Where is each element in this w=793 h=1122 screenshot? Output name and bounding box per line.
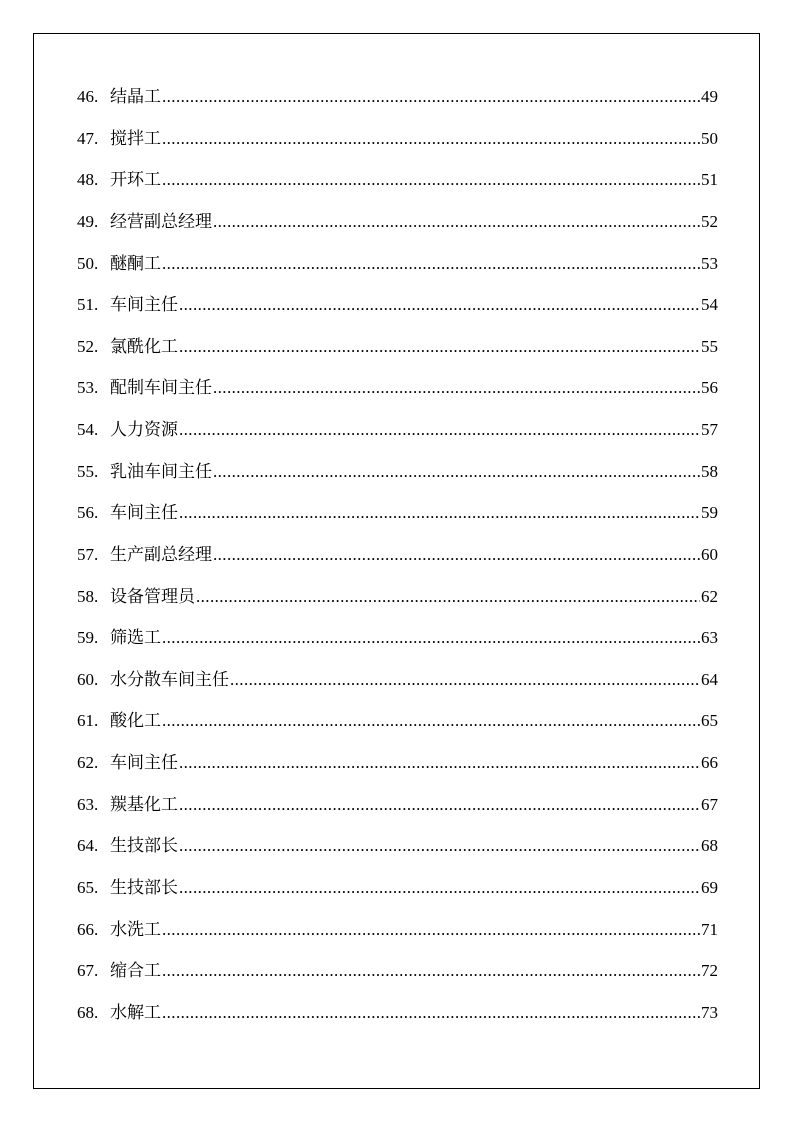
toc-entry[interactable] bbox=[77, 169, 718, 211]
toc-entry[interactable] bbox=[77, 794, 718, 836]
entry-number: 47. bbox=[77, 128, 99, 148]
dot-leader bbox=[162, 960, 700, 982]
entry-number: 61. bbox=[77, 711, 99, 731]
entry-title: 氯酰化工 bbox=[110, 336, 178, 356]
dot-leader bbox=[179, 502, 700, 524]
entry-title: 生技部长 bbox=[110, 836, 178, 856]
dot-leader bbox=[162, 1002, 700, 1024]
entry-page-number: 51 bbox=[701, 170, 718, 190]
entry-page-number: 69 bbox=[701, 877, 718, 897]
entry-title: 生产副总经理 bbox=[110, 544, 212, 564]
dot-leader bbox=[230, 669, 700, 691]
entry-title: 配制车间主任 bbox=[110, 378, 212, 398]
entry-page-number: 56 bbox=[701, 378, 718, 398]
toc-entry[interactable] bbox=[77, 128, 718, 170]
entry-title: 结晶工 bbox=[110, 87, 161, 106]
dot-leader bbox=[213, 211, 700, 233]
entry-number: 50. bbox=[77, 253, 99, 273]
dot-leader bbox=[213, 544, 700, 566]
entry-title: 醚酮工 bbox=[110, 253, 161, 273]
entry-title: 酸化工 bbox=[110, 711, 161, 731]
entry-number: 51. bbox=[77, 295, 99, 315]
entry-page-number: 73 bbox=[701, 1002, 718, 1022]
dot-leader bbox=[196, 586, 700, 608]
entry-title: 设备管理员 bbox=[110, 586, 195, 606]
toc-entry[interactable] bbox=[77, 419, 718, 461]
dot-leader bbox=[179, 419, 700, 441]
entry-number: 58. bbox=[77, 586, 99, 606]
toc-entry[interactable] bbox=[77, 544, 718, 586]
dot-leader bbox=[162, 86, 700, 108]
dot-leader bbox=[179, 336, 700, 358]
entry-page-number: 62 bbox=[701, 586, 718, 606]
entry-page-number: 57 bbox=[701, 420, 718, 439]
entry-number: 63. bbox=[77, 794, 99, 814]
toc-entry[interactable] bbox=[77, 502, 718, 544]
dot-leader bbox=[179, 794, 700, 816]
entry-title: 生技部长 bbox=[110, 877, 178, 897]
entry-number: 59. bbox=[77, 628, 99, 648]
entry-title: 搅拌工 bbox=[110, 128, 161, 148]
toc-entry[interactable] bbox=[77, 461, 718, 503]
entry-number: 65. bbox=[77, 877, 99, 897]
entry-title: 水洗工 bbox=[110, 919, 161, 939]
toc-entry[interactable] bbox=[77, 1002, 718, 1044]
toc-entry[interactable] bbox=[77, 752, 718, 794]
dot-leader bbox=[162, 710, 700, 732]
entry-title: 缩合工 bbox=[110, 961, 161, 981]
entry-title: 筛选工 bbox=[110, 628, 161, 648]
table-of-contents bbox=[77, 86, 718, 1043]
entry-number: 60. bbox=[77, 669, 99, 689]
dot-leader bbox=[162, 253, 700, 275]
entry-number: 66. bbox=[77, 919, 99, 939]
entry-title: 车间主任 bbox=[110, 295, 178, 315]
entry-number: 56. bbox=[77, 503, 99, 523]
entry-page-number: 59 bbox=[701, 503, 718, 523]
entry-title: 人力资源 bbox=[110, 420, 178, 439]
entry-page-number: 52 bbox=[701, 211, 718, 231]
dot-leader bbox=[162, 919, 700, 941]
toc-entry[interactable] bbox=[77, 211, 718, 253]
toc-entry[interactable] bbox=[77, 253, 718, 295]
entry-page-number: 64 bbox=[701, 669, 718, 689]
dot-leader bbox=[179, 835, 700, 857]
entry-number: 62. bbox=[77, 753, 99, 772]
entry-title: 水分散车间主任 bbox=[110, 669, 229, 689]
entry-title: 经营副总经理 bbox=[110, 211, 212, 231]
entry-number: 46. bbox=[77, 87, 99, 106]
entry-number: 53. bbox=[77, 378, 99, 398]
entry-number: 52. bbox=[77, 336, 99, 356]
dot-leader bbox=[162, 627, 700, 649]
entry-title: 车间主任 bbox=[110, 503, 178, 523]
toc-entry[interactable] bbox=[77, 294, 718, 336]
dot-leader bbox=[162, 128, 700, 150]
toc-entry[interactable] bbox=[77, 627, 718, 669]
entry-page-number: 68 bbox=[701, 836, 718, 856]
entry-number: 68. bbox=[77, 1002, 99, 1022]
entry-page-number: 67 bbox=[701, 794, 718, 814]
entry-page-number: 54 bbox=[701, 295, 718, 315]
entry-page-number: 71 bbox=[701, 919, 718, 939]
toc-entry[interactable] bbox=[77, 960, 718, 1002]
entry-title: 车间主任 bbox=[110, 753, 178, 772]
entry-page-number: 53 bbox=[701, 253, 718, 273]
entry-page-number: 65 bbox=[701, 711, 718, 731]
toc-entry[interactable] bbox=[77, 710, 718, 752]
entry-number: 64. bbox=[77, 836, 99, 856]
entry-number: 54. bbox=[77, 420, 99, 439]
entry-page-number: 72 bbox=[701, 961, 718, 981]
toc-entry[interactable] bbox=[77, 586, 718, 628]
entry-page-number: 66 bbox=[701, 753, 718, 772]
toc-entry[interactable] bbox=[77, 86, 718, 128]
entry-page-number: 63 bbox=[701, 628, 718, 648]
entry-page-number: 50 bbox=[701, 128, 718, 148]
entry-page-number: 49 bbox=[701, 87, 718, 106]
entry-number: 55. bbox=[77, 461, 99, 481]
toc-entry[interactable] bbox=[77, 377, 718, 419]
entry-number: 67. bbox=[77, 961, 99, 981]
entry-title: 开环工 bbox=[110, 170, 161, 190]
dot-leader bbox=[179, 877, 700, 899]
entry-title: 羰基化工 bbox=[110, 794, 178, 814]
toc-entry[interactable] bbox=[77, 336, 718, 378]
entry-number: 49. bbox=[77, 211, 99, 231]
entry-page-number: 60 bbox=[701, 544, 718, 564]
dot-leader bbox=[179, 294, 700, 316]
dot-leader bbox=[162, 169, 700, 191]
entry-title: 水解工 bbox=[110, 1002, 161, 1022]
entry-page-number: 55 bbox=[701, 336, 718, 356]
dot-leader bbox=[179, 752, 700, 774]
toc-entry[interactable] bbox=[77, 835, 718, 877]
toc-entry[interactable] bbox=[77, 669, 718, 711]
dot-leader bbox=[213, 461, 700, 483]
dot-leader bbox=[213, 377, 700, 399]
entry-title: 乳油车间主任 bbox=[110, 461, 212, 481]
entry-page-number: 58 bbox=[701, 461, 718, 481]
toc-entry[interactable] bbox=[77, 877, 718, 919]
toc-entry[interactable] bbox=[77, 919, 718, 961]
entry-number: 57. bbox=[77, 544, 99, 564]
entry-number: 48. bbox=[77, 170, 99, 190]
